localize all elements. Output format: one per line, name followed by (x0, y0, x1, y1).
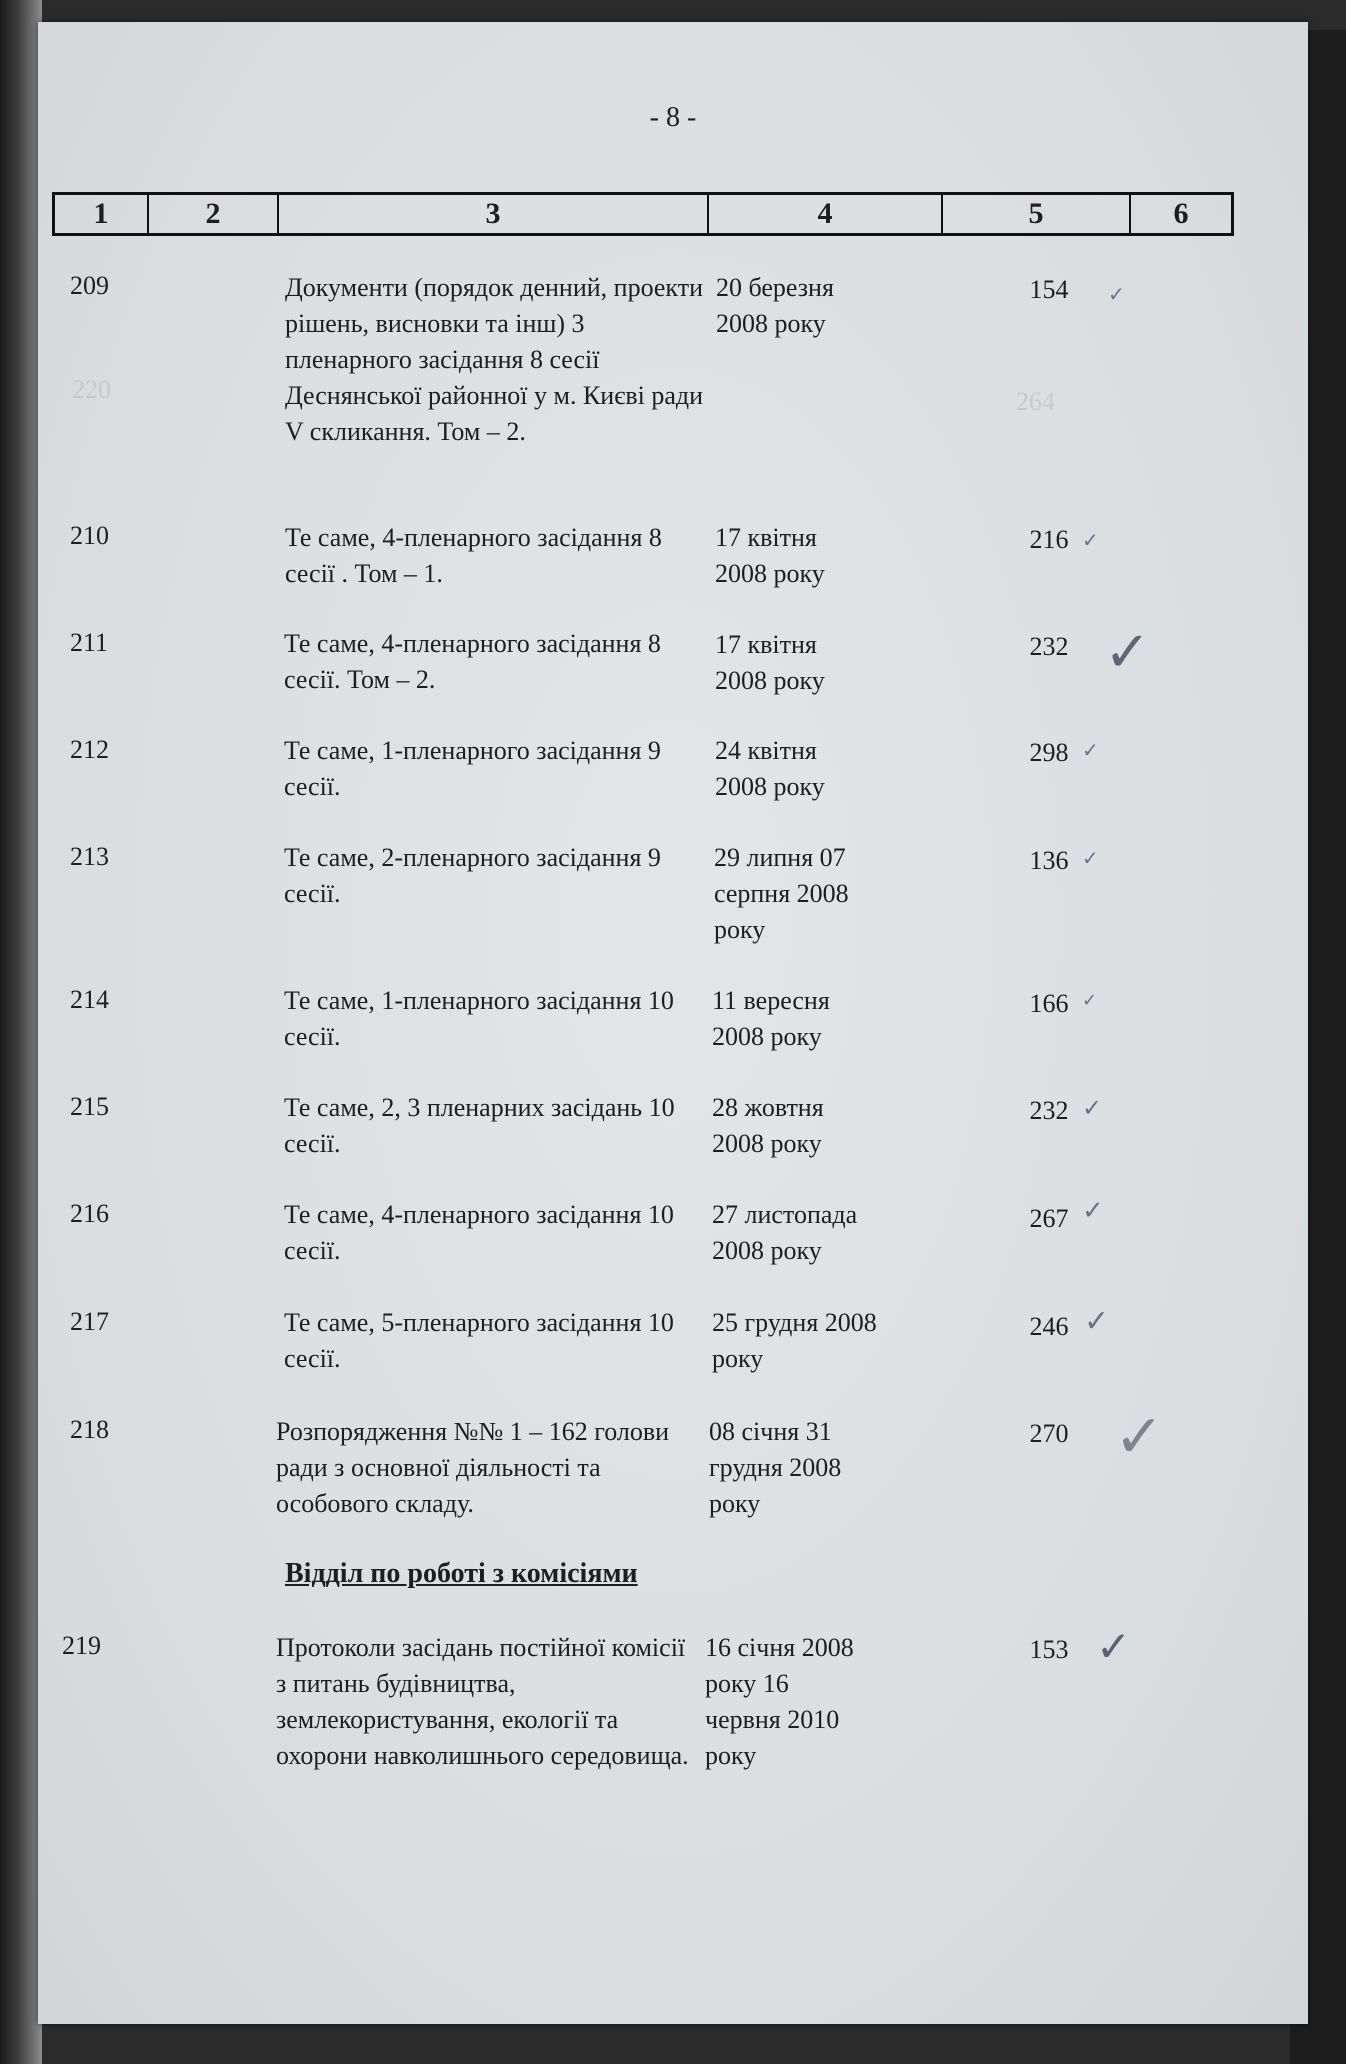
entry-date: 27 листопада 2008 року (712, 1200, 858, 1265)
entry-number: 211 (70, 628, 109, 657)
checkmark-icon: ✓ (1082, 990, 1098, 1011)
entry-description: Розпорядження №№ 1 – 162 голови ради з основної діяльності та особового складу. (276, 1417, 670, 1518)
entry-date: 29 липня 07 серпня 2008 року (714, 843, 849, 944)
entry-number: 209 (70, 271, 109, 300)
entry-pages: 153 (1029, 1635, 1069, 1664)
entry-date: 17 квітня 2008 року (715, 523, 825, 588)
checkmark-icon: ✓ (1082, 1196, 1104, 1226)
checkmark-icon: ✓ (1082, 846, 1099, 870)
entry-description: Те саме, 4-пленарного засідання 8 сесії. Том – 2. (284, 629, 661, 694)
entry-pages: 298 (1029, 738, 1069, 767)
entry-number: 212 (70, 735, 109, 764)
entry-number: 213 (70, 842, 109, 871)
section-heading: Відділ по роботі з комісіями (285, 1558, 638, 1589)
entry-pages: 270 (1029, 1419, 1069, 1448)
entry-date: 17 квітня 2008 року (715, 630, 825, 695)
bleed-through: 220 (72, 375, 111, 404)
bleed-through: 264 (1016, 387, 1055, 416)
entry-date: 16 січня 2008 року 16 червня 2010 року (705, 1633, 854, 1770)
checkmark-icon: ✓ (1082, 528, 1099, 552)
entry-number: 219 (62, 1631, 101, 1660)
entry-date: 28 жовтня 2008 року (712, 1093, 824, 1158)
entry-number: 214 (70, 985, 109, 1014)
entry-date: 25 грудня 2008 року (712, 1308, 877, 1373)
column-6-header: 6 (1173, 197, 1189, 230)
entry-description: Те саме, 2, 3 пленарних засідань 10 сесії. (284, 1093, 675, 1158)
column-1-header: 1 (55, 195, 149, 233)
entry-date: 20 березня 2008 року (716, 273, 834, 338)
column-header-row (52, 192, 1234, 236)
entry-description: Те саме, 4-пленарного засідання 8 сесії . Том – 1. (285, 523, 662, 588)
checkmark-icon: ✓ (1104, 620, 1151, 685)
entry-pages: 154 (1029, 275, 1069, 304)
column-3-header: 3 (279, 195, 709, 233)
entry-number: 218 (70, 1415, 109, 1444)
binding-shadow (0, 0, 42, 2064)
entry-date: 24 квітня 2008 року (715, 736, 825, 801)
entry-number: 216 (70, 1199, 109, 1228)
checkmark-icon: ✓ (1082, 738, 1099, 762)
entry-description: Документи (порядок денний, проекти рішень, висновки та інш) 3 пленарного засідання 8 сесії Деснянської районної у м. Києві ради V скликання. Том – 2. (285, 273, 704, 446)
column-5-header: 5 (943, 195, 1131, 233)
checkmark-icon: ✓ (1096, 1622, 1132, 1671)
column-2-header: 2 (149, 195, 279, 233)
entry-date: 11 вересня 2008 року (712, 986, 830, 1051)
checkmark-icon: ✓ (1108, 282, 1125, 306)
entry-pages: 136 (1029, 846, 1069, 875)
entry-number: 210 (70, 521, 109, 550)
entry-description: Те саме, 1-пленарного засідання 10 сесії. (284, 986, 674, 1051)
entry-pages: 232 (1029, 1096, 1069, 1125)
checkmark-icon: ✓ (1084, 1304, 1110, 1339)
entry-description: Протоколи засідань постійної комісії з питань будівництва, землекористування, екології та охорони навколишнього середовища. (276, 1633, 689, 1770)
checkmark-icon: ✓ (1082, 1094, 1103, 1122)
entry-pages: 267 (1029, 1204, 1069, 1233)
checkmark-icon: ✓ (1114, 1402, 1165, 1472)
entry-number: 217 (70, 1307, 109, 1336)
entry-pages: 166 (1029, 989, 1069, 1018)
entry-pages: 232 (1029, 632, 1069, 661)
column-4-header: 4 (709, 195, 943, 233)
page-number: - 8 - (649, 102, 697, 133)
document-page (38, 22, 1308, 2024)
entry-description: Те саме, 2-пленарного засідання 9 сесії. (284, 843, 661, 908)
entry-pages: 246 (1029, 1312, 1069, 1341)
entry-number: 215 (70, 1092, 109, 1121)
entry-description: Те саме, 1-пленарного засідання 9 сесії. (284, 736, 661, 801)
entry-description: Те саме, 5-пленарного засідання 10 сесії. (284, 1308, 674, 1373)
entry-pages: 216 (1029, 525, 1069, 554)
entry-description: Те саме, 4-пленарного засідання 10 сесії. (284, 1200, 674, 1265)
entry-date: 08 січня 31 грудня 2008 року (709, 1417, 842, 1518)
